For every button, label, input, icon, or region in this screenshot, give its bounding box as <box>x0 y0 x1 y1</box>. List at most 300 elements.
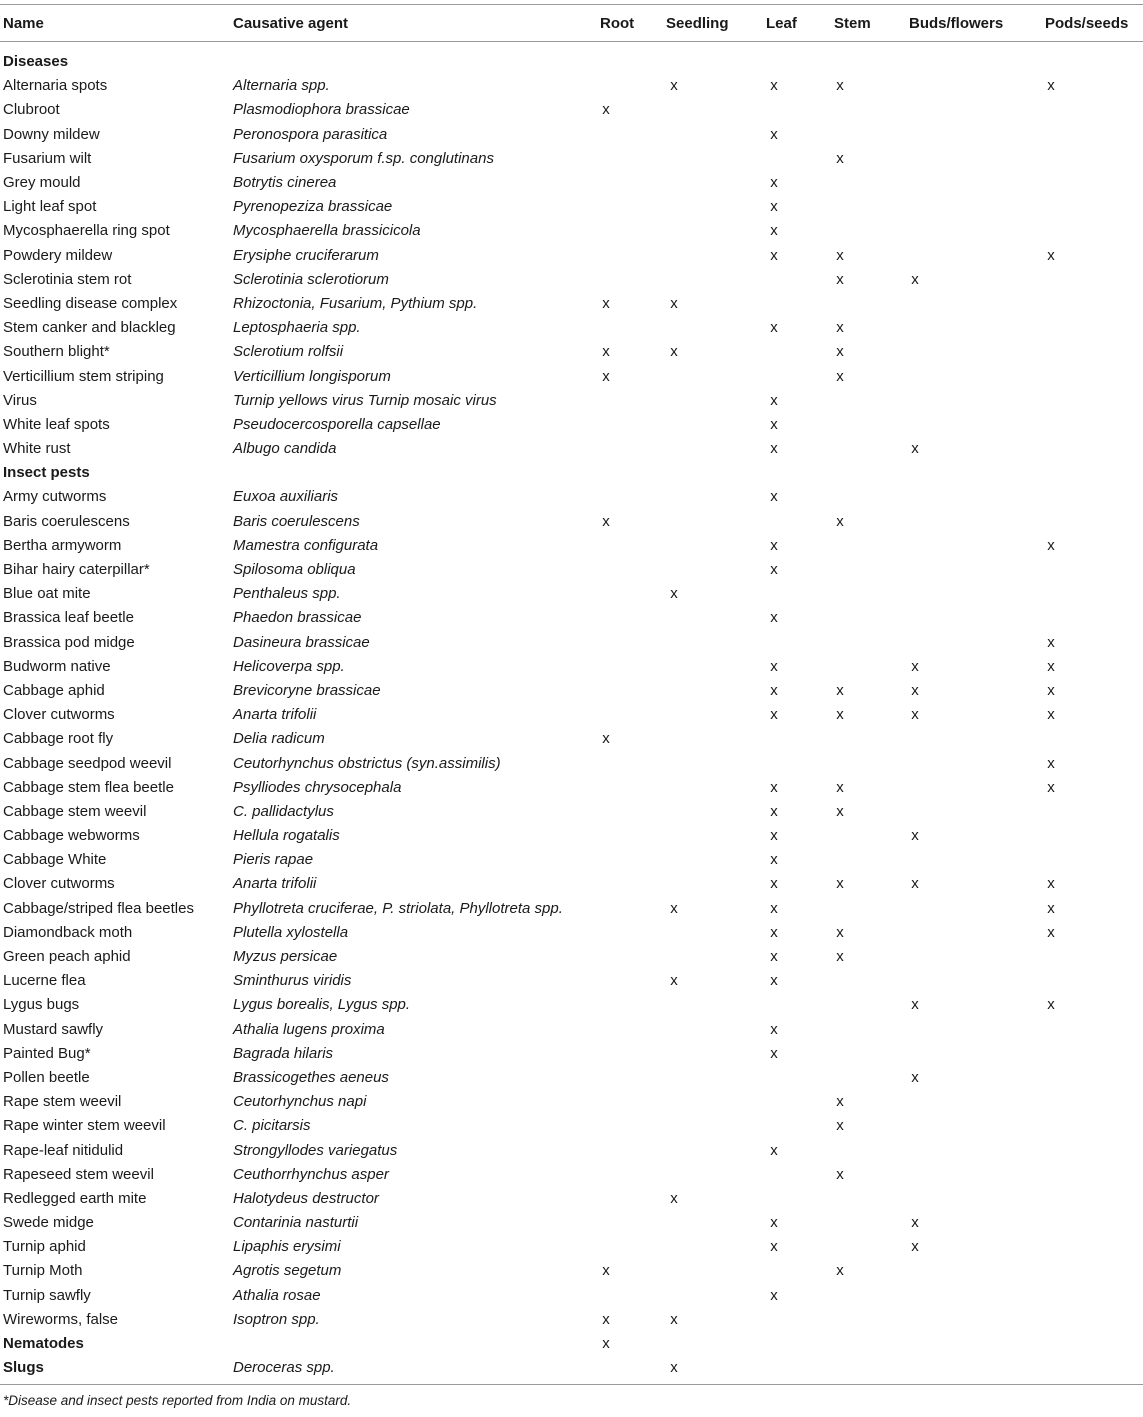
cell-buds <box>909 534 1045 558</box>
cell-buds <box>909 1163 1045 1187</box>
cell-causative-agent: Agrotis segetum <box>233 1262 342 1280</box>
cell-leaf <box>766 1042 834 1066</box>
cell-leaf <box>766 1284 834 1308</box>
table-row <box>0 437 1143 461</box>
cell-causative-agent: Helicoverpa spp. <box>233 657 345 675</box>
check-mark: x <box>1047 657 1055 675</box>
header-name: Name <box>0 5 230 42</box>
cell-pods <box>1045 1332 1143 1356</box>
cell-name: Light leaf spot <box>3 198 97 216</box>
cell-name: Alternaria spots <box>3 77 108 95</box>
cell-leaf <box>766 945 834 969</box>
cell-root <box>600 340 666 364</box>
cell-seedling <box>666 389 766 413</box>
cell-name: Clover cutworms <box>3 706 115 724</box>
cell-root <box>600 631 666 655</box>
check-mark: x <box>770 77 778 95</box>
cell-leaf <box>766 292 834 316</box>
check-mark: x <box>770 802 778 820</box>
cell-causative-agent: Plasmodiophora brassicae <box>233 101 410 119</box>
check-mark: x <box>770 222 778 240</box>
cell-pods <box>1045 268 1143 292</box>
cell-name: Cabbage aphid <box>3 681 105 699</box>
cell-pods <box>1045 147 1143 171</box>
cell-stem <box>834 582 909 606</box>
cell-name: Cabbage stem weevil <box>3 802 147 820</box>
table-row <box>0 582 1143 606</box>
cell-name: Lucerne flea <box>3 972 86 990</box>
cell-buds <box>909 74 1045 98</box>
cell-buds <box>909 751 1045 775</box>
cell-root <box>600 1332 666 1356</box>
cell-buds <box>909 776 1045 800</box>
header-row <box>0 5 1143 42</box>
table-container <box>0 4 1143 1408</box>
cell-stem <box>834 437 909 461</box>
cell-seedling <box>666 1211 766 1235</box>
check-mark: x <box>911 875 919 893</box>
cell-seedling <box>666 1187 766 1211</box>
cell-stem <box>834 123 909 147</box>
section-row <box>0 1332 1143 1356</box>
cell-leaf <box>766 921 834 945</box>
cell-pods <box>1045 897 1143 921</box>
cell-buds <box>909 1332 1045 1356</box>
cell-leaf <box>766 727 834 751</box>
cell-seedling <box>666 848 766 872</box>
table-row <box>0 969 1143 993</box>
check-mark: x <box>770 1238 778 1256</box>
cell-root <box>600 800 666 824</box>
table-row <box>0 74 1143 98</box>
cell-seedling <box>666 1138 766 1162</box>
cell-buds <box>909 316 1045 340</box>
cell-pods <box>1045 751 1143 775</box>
table-row <box>0 606 1143 630</box>
cell-seedling <box>666 776 766 800</box>
cell-root <box>600 42 666 75</box>
cell-causative-agent: Lygus borealis, Lygus spp. <box>233 996 411 1014</box>
cell-pods <box>1045 437 1143 461</box>
cell-leaf <box>766 969 834 993</box>
cell-stem <box>834 1138 909 1162</box>
table-row <box>0 655 1143 679</box>
check-mark: x <box>770 851 778 869</box>
table-row <box>0 219 1143 243</box>
cell-name: Downy mildew <box>3 125 100 143</box>
cell-name: Sclerotinia stem rot <box>3 270 132 288</box>
cell-root <box>600 606 666 630</box>
table-row <box>0 776 1143 800</box>
check-mark: x <box>836 1093 844 1111</box>
table-row <box>0 123 1143 147</box>
check-mark: x <box>770 1214 778 1232</box>
cell-seedling <box>666 244 766 268</box>
cell-root <box>600 171 666 195</box>
cell-leaf <box>766 1235 834 1259</box>
cell-stem <box>834 558 909 582</box>
table-row <box>0 921 1143 945</box>
table-row <box>0 1284 1143 1308</box>
cell-root <box>600 1235 666 1259</box>
cell-causative-agent: Baris coerulescens <box>233 512 360 530</box>
cell-seedling <box>666 510 766 534</box>
cell-stem <box>834 969 909 993</box>
cell-causative-agent: Hellula rogatalis <box>233 827 340 845</box>
table-row <box>0 897 1143 921</box>
check-mark: x <box>770 415 778 433</box>
cell-name: Budworm native <box>3 657 111 675</box>
header-root: Root <box>600 5 666 42</box>
table-row <box>0 679 1143 703</box>
cell-buds <box>909 1066 1045 1090</box>
cell-root <box>600 268 666 292</box>
cell-pods <box>1045 776 1143 800</box>
cell-stem <box>834 1332 909 1356</box>
cell-leaf <box>766 800 834 824</box>
cell-root <box>600 751 666 775</box>
cell-stem <box>834 703 909 727</box>
cell-causative-agent: Lipaphis erysimi <box>233 1238 341 1256</box>
cell-causative-agent: Botrytis cinerea <box>233 174 337 192</box>
cell-seedling <box>666 1018 766 1042</box>
cell-seedling <box>666 1066 766 1090</box>
cell-root <box>600 461 666 485</box>
cell-buds <box>909 485 1045 509</box>
cell-name: Swede midge <box>3 1214 94 1232</box>
cell-pods <box>1045 195 1143 219</box>
cell-leaf <box>766 751 834 775</box>
check-mark: x <box>602 1262 610 1280</box>
check-mark: x <box>1047 778 1055 796</box>
cell-stem <box>834 945 909 969</box>
table-row <box>0 1066 1143 1090</box>
cell-root <box>600 1308 666 1332</box>
cell-leaf <box>766 993 834 1017</box>
check-mark: x <box>836 77 844 95</box>
cell-pods <box>1045 1090 1143 1114</box>
table-row <box>0 195 1143 219</box>
cell-causative-agent: Leptosphaeria spp. <box>233 319 361 337</box>
cell-stem <box>834 1018 909 1042</box>
check-mark: x <box>911 270 919 288</box>
check-mark: x <box>911 1238 919 1256</box>
cell-root <box>600 1138 666 1162</box>
cell-causative-agent: Peronospora parasitica <box>233 125 388 143</box>
cell-pods <box>1045 655 1143 679</box>
cell-causative-agent: C. picitarsis <box>233 1117 311 1135</box>
cell-stem <box>834 1090 909 1114</box>
table-row <box>0 800 1143 824</box>
cell-buds <box>909 219 1045 243</box>
cell-seedling <box>666 824 766 848</box>
cell-root <box>600 921 666 945</box>
cell-buds <box>909 703 1045 727</box>
cell-root <box>600 1187 666 1211</box>
cell-stem <box>834 1284 909 1308</box>
cell-buds <box>909 340 1045 364</box>
cell-causative-agent: Mamestra configurata <box>233 536 379 554</box>
cell-root <box>600 1042 666 1066</box>
check-mark: x <box>770 440 778 458</box>
cell-causative-agent: Turnip yellows virus Turnip mosaic virus <box>233 391 497 409</box>
cell-root <box>600 776 666 800</box>
cell-buds <box>909 1114 1045 1138</box>
cell-leaf <box>766 1018 834 1042</box>
cell-buds <box>909 1259 1045 1283</box>
table-row <box>0 631 1143 655</box>
cell-name: Rape stem weevil <box>3 1093 122 1111</box>
check-mark: x <box>836 875 844 893</box>
cell-root <box>600 1114 666 1138</box>
cell-stem <box>834 364 909 388</box>
cell-causative-agent: Alternaria spp. <box>233 77 330 95</box>
check-mark: x <box>670 899 678 917</box>
cell-pods <box>1045 510 1143 534</box>
check-mark: x <box>770 561 778 579</box>
check-mark: x <box>1047 633 1055 651</box>
cell-buds <box>909 1042 1045 1066</box>
cell-seedling <box>666 703 766 727</box>
cell-leaf <box>766 679 834 703</box>
table-row <box>0 316 1143 340</box>
cell-causative-agent: Phyllotreta cruciferae, P. striolata, Phyllotreta spp. <box>233 899 563 917</box>
cell-stem <box>834 1163 909 1187</box>
cell-causative-agent: Ceutorhynchus napi <box>233 1093 367 1111</box>
cell-name: Brassica pod midge <box>3 633 135 651</box>
cell-name: Turnip aphid <box>3 1238 86 1256</box>
cell-stem <box>834 655 909 679</box>
table-row <box>0 1090 1143 1114</box>
cell-seedling <box>666 42 766 75</box>
cell-causative-agent: Halotydeus destructor <box>233 1189 379 1207</box>
cell-root <box>600 1163 666 1187</box>
cell-leaf <box>766 244 834 268</box>
cell-name: Rapeseed stem weevil <box>3 1165 154 1183</box>
cell-name: Redlegged earth mite <box>3 1189 147 1207</box>
cell-buds <box>909 655 1045 679</box>
cell-leaf <box>766 655 834 679</box>
check-mark: x <box>1047 875 1055 893</box>
table-row <box>0 534 1143 558</box>
cell-pods <box>1045 679 1143 703</box>
cell-seedling <box>666 1090 766 1114</box>
cell-name: Diamondback moth <box>3 923 133 941</box>
cell-causative-agent: Sminthurus viridis <box>233 972 352 990</box>
cell-causative-agent: Bagrada hilaris <box>233 1044 334 1062</box>
cell-stem <box>834 921 909 945</box>
cell-causative-agent: Strongyllodes variegatus <box>233 1141 398 1159</box>
cell-seedling <box>666 364 766 388</box>
cell-seedling <box>666 340 766 364</box>
cell-root <box>600 655 666 679</box>
cell-root <box>600 558 666 582</box>
cell-leaf <box>766 437 834 461</box>
cell-name: Mycosphaerella ring spot <box>3 222 170 240</box>
cell-stem <box>834 244 909 268</box>
cell-leaf <box>766 1211 834 1235</box>
cell-root <box>600 945 666 969</box>
cell-causative-agent: Fusarium oxysporum f.sp. conglutinans <box>233 149 494 167</box>
table-row <box>0 1163 1143 1187</box>
cell-buds <box>909 1090 1045 1114</box>
check-mark: x <box>770 899 778 917</box>
check-mark: x <box>770 488 778 506</box>
cell-pods <box>1045 872 1143 896</box>
cell-seedling <box>666 993 766 1017</box>
check-mark: x <box>911 657 919 675</box>
cell-name: Green peach aphid <box>3 948 131 966</box>
cell-seedling <box>666 1259 766 1283</box>
cell-name: Grey mould <box>3 174 81 192</box>
cell-stem <box>834 413 909 437</box>
cell-causative-agent: Sclerotium rolfsii <box>233 343 344 361</box>
cell-seedling <box>666 1356 766 1380</box>
cell-buds <box>909 364 1045 388</box>
check-mark: x <box>836 923 844 941</box>
check-mark: x <box>670 1310 678 1328</box>
table-row <box>0 413 1143 437</box>
cell-buds <box>909 147 1045 171</box>
cell-name: Fusarium wilt <box>3 149 92 167</box>
cell-name: Slugs <box>3 1359 44 1377</box>
check-mark: x <box>602 367 610 385</box>
cell-pods <box>1045 824 1143 848</box>
cell-stem <box>834 1308 909 1332</box>
cell-root <box>600 824 666 848</box>
cell-stem <box>834 389 909 413</box>
cell-leaf <box>766 195 834 219</box>
section-row <box>0 1356 1143 1380</box>
cell-leaf <box>766 316 834 340</box>
cell-name: Nematodes <box>3 1335 84 1353</box>
cell-leaf <box>766 42 834 75</box>
cell-leaf <box>766 485 834 509</box>
cell-stem <box>834 631 909 655</box>
cell-seedling <box>666 219 766 243</box>
cell-stem <box>834 74 909 98</box>
cell-causative-agent: Ceuthorrhynchus asper <box>233 1165 389 1183</box>
cell-buds <box>909 171 1045 195</box>
cell-leaf <box>766 534 834 558</box>
check-mark: x <box>770 657 778 675</box>
table-row <box>0 872 1143 896</box>
cell-root <box>600 1018 666 1042</box>
check-mark: x <box>836 270 844 288</box>
cell-pods <box>1045 316 1143 340</box>
cell-root <box>600 485 666 509</box>
cell-name: Clubroot <box>3 101 60 119</box>
cell-name: Turnip Moth <box>3 1262 83 1280</box>
cell-seedling <box>666 98 766 122</box>
cell-pods <box>1045 703 1143 727</box>
cell-seedling <box>666 1163 766 1187</box>
cell-buds <box>909 437 1045 461</box>
check-mark: x <box>770 198 778 216</box>
cell-pods <box>1045 1187 1143 1211</box>
cell-causative-agent: Pieris rapae <box>233 851 314 869</box>
cell-seedling <box>666 123 766 147</box>
cell-causative-agent: Euxoa auxiliaris <box>233 488 339 506</box>
cell-buds <box>909 897 1045 921</box>
cell-name: Bihar hairy caterpillar* <box>3 561 150 579</box>
cell-buds <box>909 1356 1045 1380</box>
cell-stem <box>834 751 909 775</box>
cell-seedling <box>666 1042 766 1066</box>
check-mark: x <box>770 319 778 337</box>
cell-buds <box>909 461 1045 485</box>
cell-pods <box>1045 993 1143 1017</box>
header-buds-flowers: Buds/flowers <box>909 5 1045 42</box>
table-row <box>0 364 1143 388</box>
check-mark: x <box>670 77 678 95</box>
check-mark: x <box>602 343 610 361</box>
cell-root <box>600 1284 666 1308</box>
cell-stem <box>834 1114 909 1138</box>
check-mark: x <box>836 512 844 530</box>
cell-pods <box>1045 171 1143 195</box>
check-mark: x <box>670 972 678 990</box>
cell-pods <box>1045 1066 1143 1090</box>
cell-leaf <box>766 98 834 122</box>
cell-root <box>600 727 666 751</box>
cell-name: White rust <box>3 440 71 458</box>
cell-stem <box>834 534 909 558</box>
cell-stem <box>834 993 909 1017</box>
cell-root <box>600 1356 666 1380</box>
cell-root <box>600 1090 666 1114</box>
cell-causative-agent: Mycosphaerella brassicicola <box>233 222 421 240</box>
cell-leaf <box>766 558 834 582</box>
table-row <box>0 268 1143 292</box>
cell-pods <box>1045 1163 1143 1187</box>
section-row <box>0 461 1143 485</box>
cell-buds <box>909 1138 1045 1162</box>
cell-leaf <box>766 1356 834 1380</box>
cell-leaf <box>766 1187 834 1211</box>
cell-buds <box>909 921 1045 945</box>
header-seedling: Seedling <box>666 5 766 42</box>
cell-causative-agent: Athalia rosae <box>233 1286 321 1304</box>
cell-causative-agent: Verticillium longisporum <box>233 367 391 385</box>
cell-pods <box>1045 1259 1143 1283</box>
cell-leaf <box>766 824 834 848</box>
check-mark: x <box>770 1141 778 1159</box>
cell-name: Southern blight* <box>3 343 110 361</box>
check-mark: x <box>770 1020 778 1038</box>
cell-root <box>600 244 666 268</box>
cell-leaf <box>766 606 834 630</box>
table-row <box>0 292 1143 316</box>
check-mark: x <box>670 1189 678 1207</box>
cell-seedling <box>666 679 766 703</box>
cell-root <box>600 510 666 534</box>
cell-pods <box>1045 1308 1143 1332</box>
table-row <box>0 727 1143 751</box>
check-mark: x <box>770 609 778 627</box>
cell-leaf <box>766 897 834 921</box>
cell-causative-agent: Myzus persicae <box>233 948 338 966</box>
cell-seedling <box>666 461 766 485</box>
cell-buds <box>909 413 1045 437</box>
cell-name: Diseases <box>3 53 69 71</box>
cell-buds <box>909 244 1045 268</box>
cell-leaf <box>766 776 834 800</box>
cell-name: Baris coerulescens <box>3 512 130 530</box>
cell-buds <box>909 824 1045 848</box>
header-leaf: Leaf <box>766 5 834 42</box>
cell-root <box>600 582 666 606</box>
